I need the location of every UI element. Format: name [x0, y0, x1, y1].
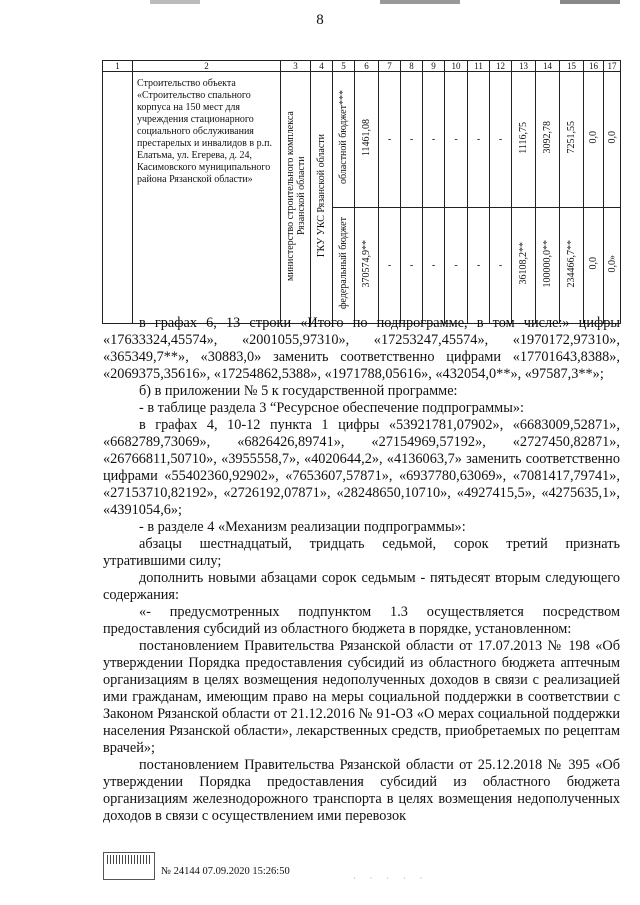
coordinator-cell [281, 72, 311, 324]
header-cell: 1 [103, 61, 133, 72]
page-number: 8 [316, 12, 324, 28]
value-cell [560, 72, 584, 208]
value-2023: 0,0 [588, 257, 599, 270]
source-text: федеральный бюджет [338, 217, 349, 310]
value-2020: 36108,2** [518, 242, 529, 285]
total-value: 370574,9** [361, 239, 372, 288]
value-cell: - [401, 72, 423, 208]
value-2021: 3092,78 [542, 121, 553, 154]
value-2022: 234466,7** [566, 239, 577, 288]
object-name-cell: Строительство объекта «Строительство спального корпуса на 150 мест для учреждения стационарного социального обслуживания престарелых и инвалидов в р.п. Елатьма, ул. Егерева, д. 24, Касимовского муниципального района Рязанской области» [133, 72, 281, 324]
value-cell: - [401, 208, 423, 324]
paragraph: в графах 4, 10-12 пункта 1 цифры «53921781,07902», «6683009,52871», «6682789,73069», «6826426,89741», «27154969,57192», «2727450,82871», «26766811,50710», «3955558,7», «4020644,2», «4136063,7» заменить соответственно цифрами «55402360,92902», «7653607,57871», «6937780,63069», «7081417,79741», «27153710,82192», «2726192,07871», «28248650,10710», «4927415,5», «4275635,1», «4391054,6»; [103, 417, 620, 518]
value-cell: - [445, 208, 468, 324]
barcode-icon [107, 855, 151, 864]
header-cell: 7 [379, 61, 401, 72]
paragraph: в графах 6, 13 строки «Итого по подпрограмме, в том числе:» цифры «17633324,45574», «2001055,97310», «17253247,45574», «1970172,97310», «365349,7**», «30883,0» заменить соответственно цифрами «17701643,8388», «2069375,35616», «17254862,5388», «1971788,05616», «432054,0**», «97587,3**»; [103, 315, 620, 382]
paragraph: - в разделе 4 «Механизм реализации подпрограммы»: [139, 519, 466, 535]
header-cell: 3 [281, 61, 311, 72]
value-cell: - [490, 208, 512, 324]
header-cell: 4 [311, 61, 333, 72]
table-row [103, 72, 621, 208]
value-cell: - [423, 208, 445, 324]
header-cell: 10 [445, 61, 468, 72]
value-cell: - [490, 72, 512, 208]
value-cell [536, 72, 560, 208]
value-cell: - [468, 72, 490, 208]
row-number-cell [103, 72, 133, 324]
paragraph: постановлением Правительства Рязанской области от 17.07.2013 № 198 «Об утверждении Порядка предоставления субсидий из областного бюджета аптечным организациям в целях возмещения недополученных доходов в связи с реализацией ими гражданам, имеющим право на меры социальной поддержки в соответствии с Законом Рязанской области от 21.12.2016 № 91-ОЗ «О мерах социальной поддержки населения Рязанской области», лекарственных средств, приобретаемых по рецептам врачей»; [103, 638, 620, 756]
executor-cell [311, 72, 333, 324]
coordinator-text: министерство строительного комплекса Рязанской области [284, 110, 307, 281]
paragraph: «- предусмотренных подпунктом 1.3 осуществляется посредством предоставления субсидий из областного бюджета в порядке, установленном: [103, 604, 620, 637]
value-cell [512, 72, 536, 208]
value-2023: 0,0 [588, 131, 599, 144]
value-cell [560, 208, 584, 324]
value-cell [584, 208, 604, 324]
header-cell: 16 [584, 61, 604, 72]
document-body [103, 315, 620, 825]
document-footer [103, 852, 633, 892]
total-cell [355, 72, 379, 208]
header-cell: 5 [333, 61, 355, 72]
total-value: 11461,08 [361, 118, 372, 157]
value-cell: - [445, 72, 468, 208]
header-cell: 6 [355, 61, 379, 72]
header-cell: 2 [133, 61, 281, 72]
value-cell [604, 72, 621, 208]
value-cell: - [379, 208, 401, 324]
header-cell: 17 [604, 61, 621, 72]
header-cell: 13 [512, 61, 536, 72]
scan-artifacts: · · · · · [353, 874, 429, 883]
scan-edge [0, 0, 640, 4]
source-cell [333, 208, 355, 324]
value-2024: 0,0» [606, 254, 618, 273]
value-cell: - [468, 208, 490, 324]
registration-number: № 24144 07.09.2020 15:26:50 [161, 866, 290, 877]
paragraph: - в таблице раздела 3 “Ресурсное обеспечение подпрограммы»: [139, 400, 524, 416]
paragraph: абзацы шестнадцатый, тридцать седьмой, сорок третий признать утратившими силу; [103, 536, 620, 569]
value-cell [604, 208, 621, 324]
paragraph: дополнить новыми абзацами сорок седьмым - пятьдесят вторым следующего содержания: [103, 570, 620, 603]
total-cell [355, 208, 379, 324]
header-cell: 8 [401, 61, 423, 72]
executor-text: ГКУ УКС Рязанской области [316, 133, 327, 258]
header-cell: 12 [490, 61, 512, 72]
table-header-row [103, 61, 621, 72]
program-table [102, 60, 621, 324]
value-2024: 0,0 [606, 131, 618, 144]
value-cell [584, 72, 604, 208]
value-cell [536, 208, 560, 324]
header-cell: 9 [423, 61, 445, 72]
barcode-stamp [103, 852, 155, 880]
paragraph: б) в приложении № 5 к государственной программе: [139, 383, 458, 399]
value-cell: - [423, 72, 445, 208]
value-cell: - [379, 72, 401, 208]
header-cell: 15 [560, 61, 584, 72]
paragraph: постановлением Правительства Рязанской области от 25.12.2018 № 395 «Об утверждении Порядка предоставления субсидий из областного бюджета организациям железнодорожного транспорта в целях возмещения недополученных доходов в связи с осуществлением ими перевозок [103, 757, 620, 824]
value-2021: 100000,0** [542, 239, 553, 288]
source-text: областной бюджет*** [338, 90, 349, 185]
header-cell: 11 [468, 61, 490, 72]
source-cell [333, 72, 355, 208]
value-2020: 1116,75 [518, 121, 529, 154]
header-cell: 14 [536, 61, 560, 72]
value-cell [512, 208, 536, 324]
value-2022: 7251,55 [566, 121, 577, 154]
